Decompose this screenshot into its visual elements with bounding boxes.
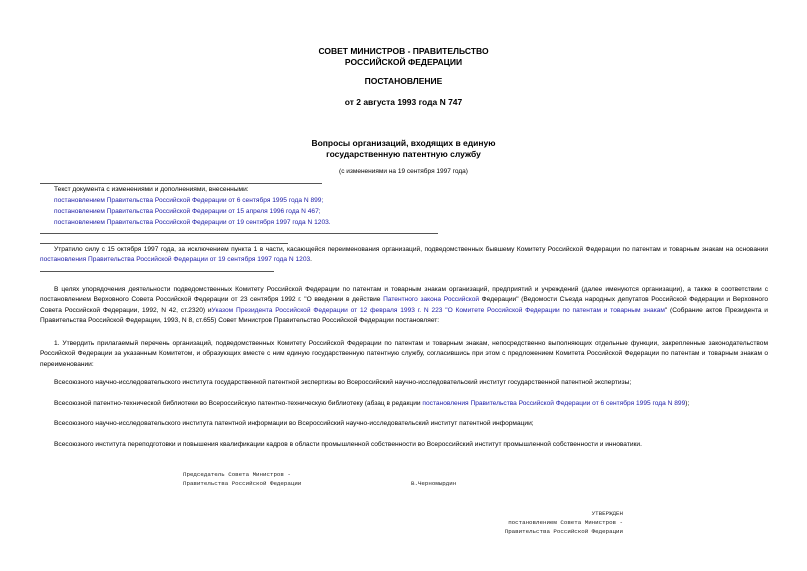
list-item: Всесоюзного института переподготовки и повышения квалификации кадров в области промышленной собственности во Всероссийский институт промышленной собственности и инноватики.	[54, 441, 642, 448]
divider	[40, 233, 438, 234]
preamble-text-2: Федерации" (Ведомости Съезда народных депутатов Российской Федерации и Верховного Совета Российской Федерации, 1992, N 42, ст.2320) и	[40, 296, 768, 314]
doc-type: ПОСТАНОВЛЕНИЕ	[364, 76, 443, 86]
point-1: 1. Утвердить прилагаемый перечень организаций, подведомственных Комитету Российской Федерации по патентам и товарным знакам, непосредственно выполняющих отдельные функции, закрепленные законодательством Российской Федерации за указанным Комитетом, и образующих вместе с ним единую государственную патентную службу, согласившись при этом с предложением Комитета Российской Федерации по патентам и товарным знакам о переименовании:	[40, 340, 768, 368]
list-item	[54, 399, 768, 409]
preamble-text-1: В целях упорядочения деятельности подведомственных Комитету Российской Федерации по патентам и товарным знакам организаций, предприятий и учреждений (далее именуются организации), а также в соответствии с постановлением Верховного Совета Российской Федерации от 23 сентября 1992 г. "О введении в действие	[40, 286, 768, 304]
approved-by-line2: Правительства Российской Федерации	[504, 528, 623, 535]
amendment-link-1[interactable]: постановлением Правительства Российской Федерации от 6 сентября 1995 года N 899;	[54, 197, 324, 204]
divider	[40, 271, 274, 272]
list-item-text: Всесоюзной патентно-технической библиотеки во Всероссийскую патентно-техническую библиотеку (абзац в редакции	[54, 400, 423, 407]
org-name-line1: СОВЕТ МИНИСТРОВ - ПРАВИТЕЛЬСТВО	[318, 46, 489, 56]
amend-note: (с изменениями на 19 сентября 1997 года)	[339, 168, 468, 175]
repeal-text: Утратило силу с 15 октября 1997 года, за исключением пункта 1 в части, касающейся переименования организаций, подведомственных бывшему Комитету Российской Федерации по патентам и товарным знакам на основании	[54, 246, 768, 253]
signatory-name: В.Черномырдин	[411, 480, 457, 487]
amendments-intro: Текст документа с изменениями и дополнениями, внесенными:	[54, 186, 249, 193]
item-amendment-link[interactable]: постановления Правительства Российской Федерации от 6 сентября 1995 года N 899	[422, 400, 686, 407]
presidential-decree-link[interactable]: Указом Президента Российской Федерации от 12 февраля 1993 г. N 223 "О Комитете Российской Федерации по патентам и товарным знакам	[211, 306, 665, 314]
approved-by-line1: постановлением Совета Министров -	[508, 519, 623, 526]
preamble-text-3: " (Собрание актов Президента и Правительства Российской Федерации, 1993, N 8, ст.655) Совет Министров Правительство Российской Федерации постановляет:	[40, 306, 768, 325]
org-name-line2: РОССИЙСКОЙ ФЕДЕРАЦИИ	[344, 57, 463, 67]
list-item: Всесоюзного научно-исследовательского института патентной информации во Всероссийский научно-исследовательский институт патентной информации;	[54, 420, 534, 427]
signature-title-2: Правительства Российской Федерации	[183, 480, 302, 487]
patent-law-link[interactable]: Патентного закона Российской	[383, 296, 480, 304]
list-item: Всесоюзного научно-исследовательского института государственной патентной экспертизы во Всероссийский научно-исследовательский институт государственной патентной экспертизы;	[54, 379, 632, 386]
doc-title-line1: Вопросы организаций, входящих в единую	[311, 138, 496, 148]
amendment-link-2[interactable]: постановлением Правительства Российской Федерации от 15 апреля 1996 года N 467;	[54, 208, 321, 215]
repeal-note	[40, 245, 768, 266]
preamble	[40, 285, 768, 327]
repeal-end: .	[310, 256, 313, 264]
doc-date-number: от 2 августа 1993 года N 747	[344, 97, 463, 107]
repeal-link[interactable]: постановления Правительства Российской Федерации от 19 сентября 1997 года N 1203	[40, 256, 311, 264]
doc-title-line2: государственную патентную службу	[326, 149, 481, 159]
divider	[40, 183, 322, 184]
divider	[40, 243, 288, 244]
signature-title-1: Председатель Совета Министров -	[183, 471, 291, 478]
list-item-end: );	[685, 400, 690, 407]
approved-label: УТВЕРЖДЕН	[591, 510, 623, 517]
amendment-link-3[interactable]: постановлением Правительства Российской Федерации от 19 сентября 1997 года N 1203.	[54, 219, 331, 226]
